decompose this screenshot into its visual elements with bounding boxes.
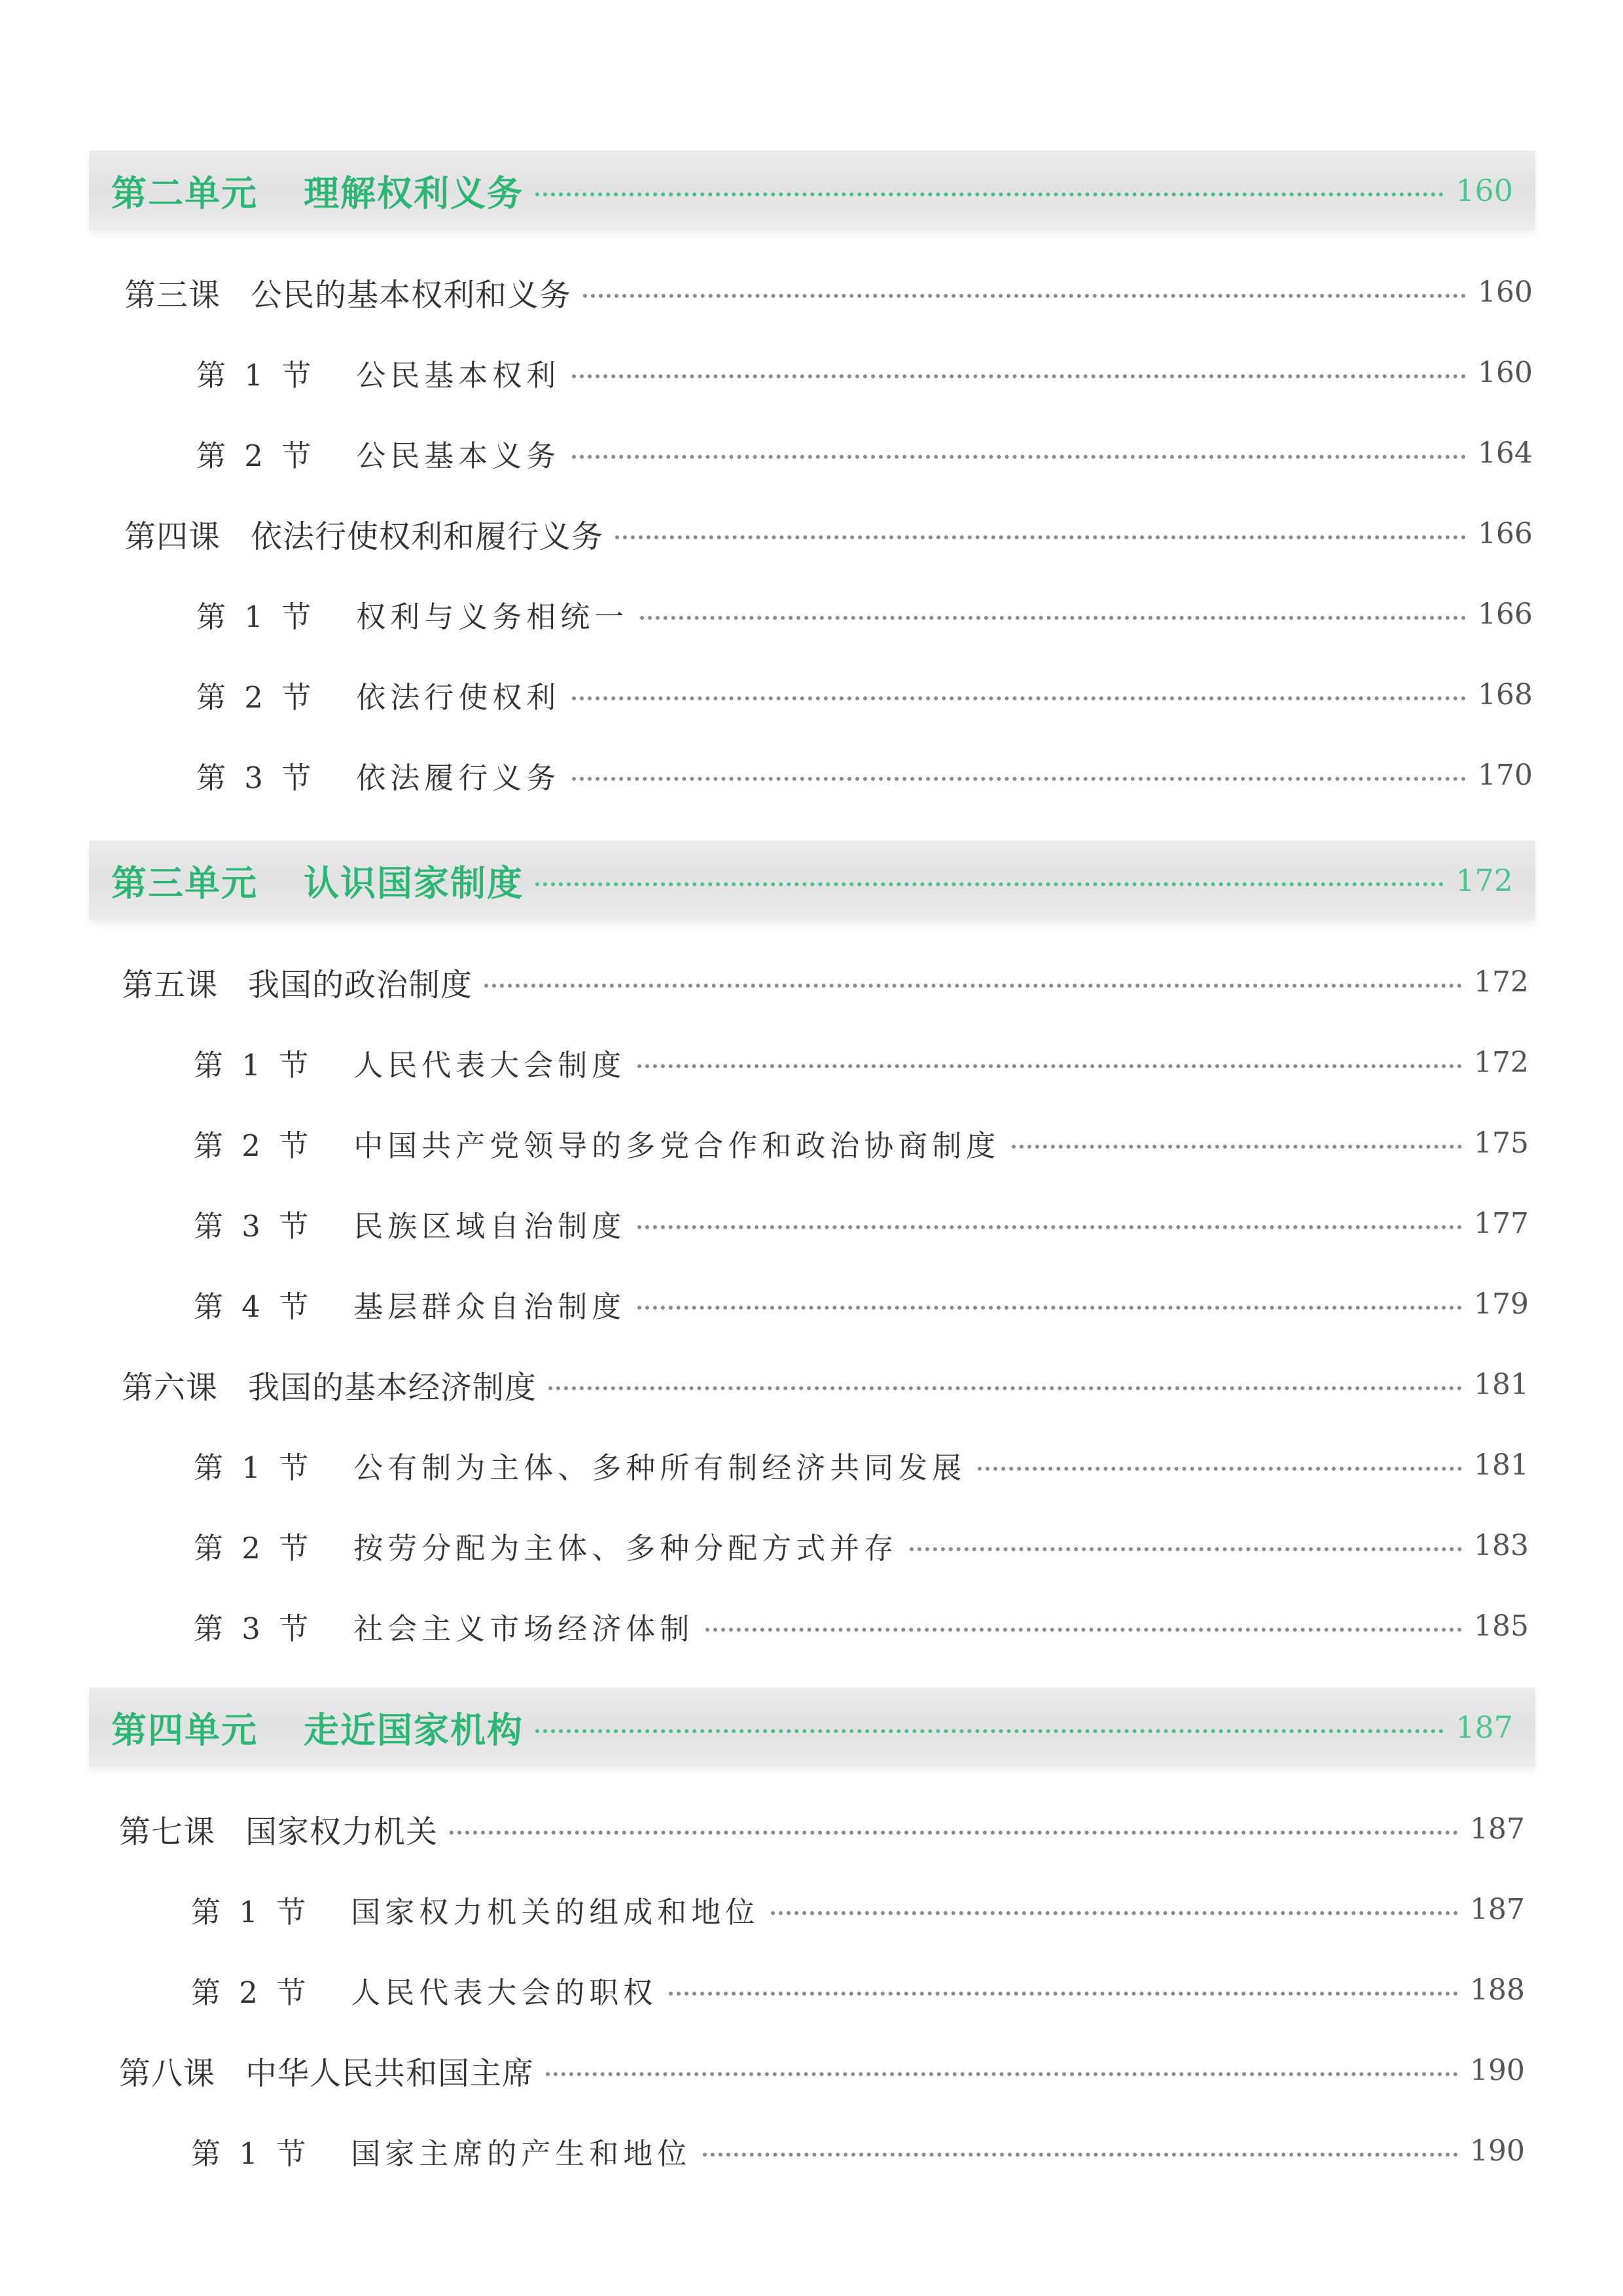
dot-leader [640, 616, 1466, 620]
entry-label [194, 1122, 1000, 1164]
entry-title: 我国的政治制度 [248, 966, 473, 1003]
dot-leader [572, 374, 1466, 378]
entry-title: 权利与义务相统一 [356, 599, 629, 634]
entry-number: 第 1 节 [196, 599, 316, 634]
entry-title: 民族区域自治制度 [353, 1208, 626, 1244]
entry-number: 第五课 [122, 966, 219, 1003]
entry-title: 基层群众自治制度 [353, 1289, 626, 1324]
entry-title: 人民代表大会制度 [353, 1047, 626, 1083]
entry-number: 第 1 节 [194, 1450, 313, 1485]
entry-title: 公民基本义务 [356, 438, 561, 473]
entry-title: 中华人民共和国主席 [245, 2054, 535, 2092]
entry-label [196, 432, 560, 475]
dot-leader [1012, 1145, 1462, 1149]
dot-leader [535, 1729, 1444, 1733]
entry-label [124, 270, 571, 315]
toc-entry[interactable] [111, 163, 1513, 218]
page-number: 172 [1455, 863, 1513, 898]
entry-number: 第七课 [119, 1813, 216, 1850]
entry-number: 第 3 节 [196, 760, 316, 795]
entry-title: 国家权力机关 [245, 1813, 438, 1850]
entry-title: 国家主席的产生和地位 [351, 2136, 692, 2171]
page-number: 177 [1474, 1206, 1529, 1240]
entry-label [196, 593, 628, 636]
entry-label [194, 1202, 626, 1245]
unit-heading-2 [89, 151, 1535, 230]
toc-entry-lesson[interactable] [122, 954, 1529, 1009]
entry-number: 第 1 节 [191, 1894, 311, 1929]
toc-entry-lesson[interactable] [119, 1801, 1525, 1856]
toc-entry-section[interactable] [196, 425, 1533, 480]
dot-leader [637, 1225, 1462, 1229]
entry-number: 第 2 节 [196, 438, 316, 473]
page-number: 181 [1474, 1448, 1529, 1482]
dot-leader [703, 2153, 1458, 2157]
toc-entry-lesson[interactable] [124, 506, 1533, 561]
entry-title: 依法行使权利和履行义务 [251, 518, 604, 555]
entry-label [191, 1888, 759, 1931]
page-number: 166 [1478, 516, 1533, 550]
entry-label [196, 754, 560, 797]
toc-entry-section[interactable] [196, 667, 1533, 722]
entry-label [191, 2130, 691, 2172]
page-number: 160 [1478, 275, 1533, 309]
entry-label [191, 1969, 657, 2011]
entry-number: 第四课 [124, 518, 221, 555]
dot-leader [572, 777, 1466, 781]
entry-number: 第二单元 [111, 171, 258, 214]
page-number: 183 [1474, 1528, 1529, 1562]
entry-number: 第 3 节 [194, 1611, 313, 1646]
toc-entry-section[interactable] [196, 747, 1533, 802]
page-number: 187 [1470, 1892, 1525, 1926]
page-number: 170 [1478, 758, 1533, 792]
toc-entry-section[interactable] [191, 1882, 1525, 1937]
page-number: 187 [1470, 1812, 1525, 1846]
page-number: 187 [1455, 1710, 1513, 1745]
toc-entry-lesson[interactable] [122, 1357, 1529, 1412]
page-number: 168 [1478, 677, 1533, 711]
dot-leader [771, 1911, 1458, 1915]
entry-number: 第 4 节 [194, 1289, 313, 1324]
entry-title: 理解权利义务 [304, 171, 524, 214]
entry-label [196, 673, 560, 716]
entry-label [194, 1524, 898, 1567]
page-number: 179 [1474, 1287, 1529, 1321]
dot-leader [535, 882, 1444, 886]
entry-title: 国家权力机关的组成和地位 [351, 1894, 760, 1929]
dot-leader [548, 1386, 1462, 1390]
toc-entry-section[interactable] [196, 586, 1533, 641]
dot-leader [535, 192, 1444, 196]
entry-label [194, 1444, 966, 1486]
page-number: 160 [1455, 173, 1513, 208]
dot-leader [615, 535, 1466, 539]
page-number: 172 [1474, 1045, 1529, 1079]
entry-number: 第六课 [122, 1369, 219, 1406]
entry-title: 我国的基本经济制度 [248, 1369, 537, 1406]
entry-number: 第 1 节 [194, 1047, 313, 1083]
entry-title: 中国共产党领导的多党合作和政治协商制度 [353, 1128, 1001, 1163]
entry-label [124, 511, 603, 556]
page-number: 185 [1474, 1609, 1529, 1643]
entry-title: 依法履行义务 [356, 760, 561, 795]
page-number: 166 [1478, 597, 1533, 631]
entry-label [111, 1702, 524, 1753]
entry-label [194, 1605, 694, 1647]
page-number: 190 [1470, 2134, 1525, 2168]
entry-title: 社会主义市场经济体制 [353, 1611, 694, 1646]
entry-label [111, 855, 524, 906]
entry-number: 第 2 节 [196, 679, 316, 715]
entry-label [119, 2048, 534, 2093]
entry-label [122, 1362, 537, 1407]
toc-entry-section[interactable] [194, 1196, 1529, 1251]
entry-label [194, 1283, 626, 1325]
entry-number: 第 1 节 [196, 357, 316, 393]
dot-leader [572, 455, 1466, 459]
dot-leader [910, 1547, 1462, 1551]
toc-entry-section[interactable] [194, 1598, 1529, 1653]
toc-entry-section[interactable] [194, 1115, 1529, 1170]
toc-entry-lesson[interactable] [124, 264, 1533, 319]
toc-entry-section[interactable] [194, 1518, 1529, 1573]
entry-number: 第三课 [124, 276, 221, 314]
unit-heading-3 [89, 840, 1535, 920]
toc-entry-section[interactable] [191, 2123, 1525, 2178]
dot-leader [978, 1467, 1462, 1471]
entry-label [119, 1806, 438, 1852]
entry-number: 第三单元 [111, 861, 258, 904]
dot-leader [705, 1628, 1462, 1632]
entry-number: 第 2 节 [194, 1530, 313, 1566]
entry-title: 公有制为主体、多种所有制经济共同发展 [353, 1450, 967, 1485]
entry-label [122, 960, 473, 1005]
page-number: 188 [1470, 1973, 1525, 2007]
toc-entry-section[interactable] [194, 1437, 1529, 1492]
entry-number: 第 3 节 [194, 1208, 313, 1244]
page-number: 164 [1478, 436, 1533, 470]
page-number: 172 [1474, 965, 1529, 999]
dot-leader [583, 294, 1466, 298]
page-number: 190 [1470, 2053, 1525, 2087]
toc-entry[interactable] [111, 1700, 1513, 1755]
entry-title: 公民基本权利 [356, 357, 561, 393]
entry-number: 第八课 [119, 2054, 216, 2092]
dot-leader [637, 1064, 1462, 1068]
entry-number: 第 1 节 [191, 2136, 311, 2171]
entry-number: 第 2 节 [191, 1975, 311, 2010]
dot-leader [669, 1992, 1458, 1996]
entry-title: 公民的基本权利和义务 [251, 276, 572, 314]
entry-title: 依法行使权利 [356, 679, 561, 715]
entry-title: 走近国家机构 [304, 1708, 524, 1751]
dot-leader [572, 696, 1466, 700]
entry-title: 人民代表大会的职权 [351, 1975, 658, 2010]
entry-number: 第 2 节 [194, 1128, 313, 1163]
toc-entry-section[interactable] [194, 1035, 1529, 1090]
entry-label [196, 351, 560, 394]
entry-title: 认识国家制度 [304, 861, 524, 904]
dot-leader [484, 984, 1462, 988]
entry-label [194, 1041, 626, 1084]
page-number: 160 [1478, 355, 1533, 389]
dot-leader [637, 1306, 1462, 1310]
page-number: 181 [1474, 1367, 1529, 1401]
dot-leader [546, 2072, 1458, 2076]
unit-heading-4 [89, 1687, 1535, 1767]
toc-entry-lesson[interactable] [119, 2043, 1525, 2098]
toc-entry-section[interactable] [196, 345, 1533, 400]
entry-label [111, 166, 524, 216]
entry-title: 按劳分配为主体、多种分配方式并存 [353, 1530, 899, 1566]
toc-entry-section[interactable] [194, 1276, 1529, 1331]
entry-number: 第四单元 [111, 1708, 258, 1751]
page-number: 175 [1474, 1126, 1529, 1160]
toc-entry-section[interactable] [191, 1962, 1525, 2017]
toc-entry[interactable] [111, 853, 1513, 908]
dot-leader [450, 1831, 1458, 1835]
